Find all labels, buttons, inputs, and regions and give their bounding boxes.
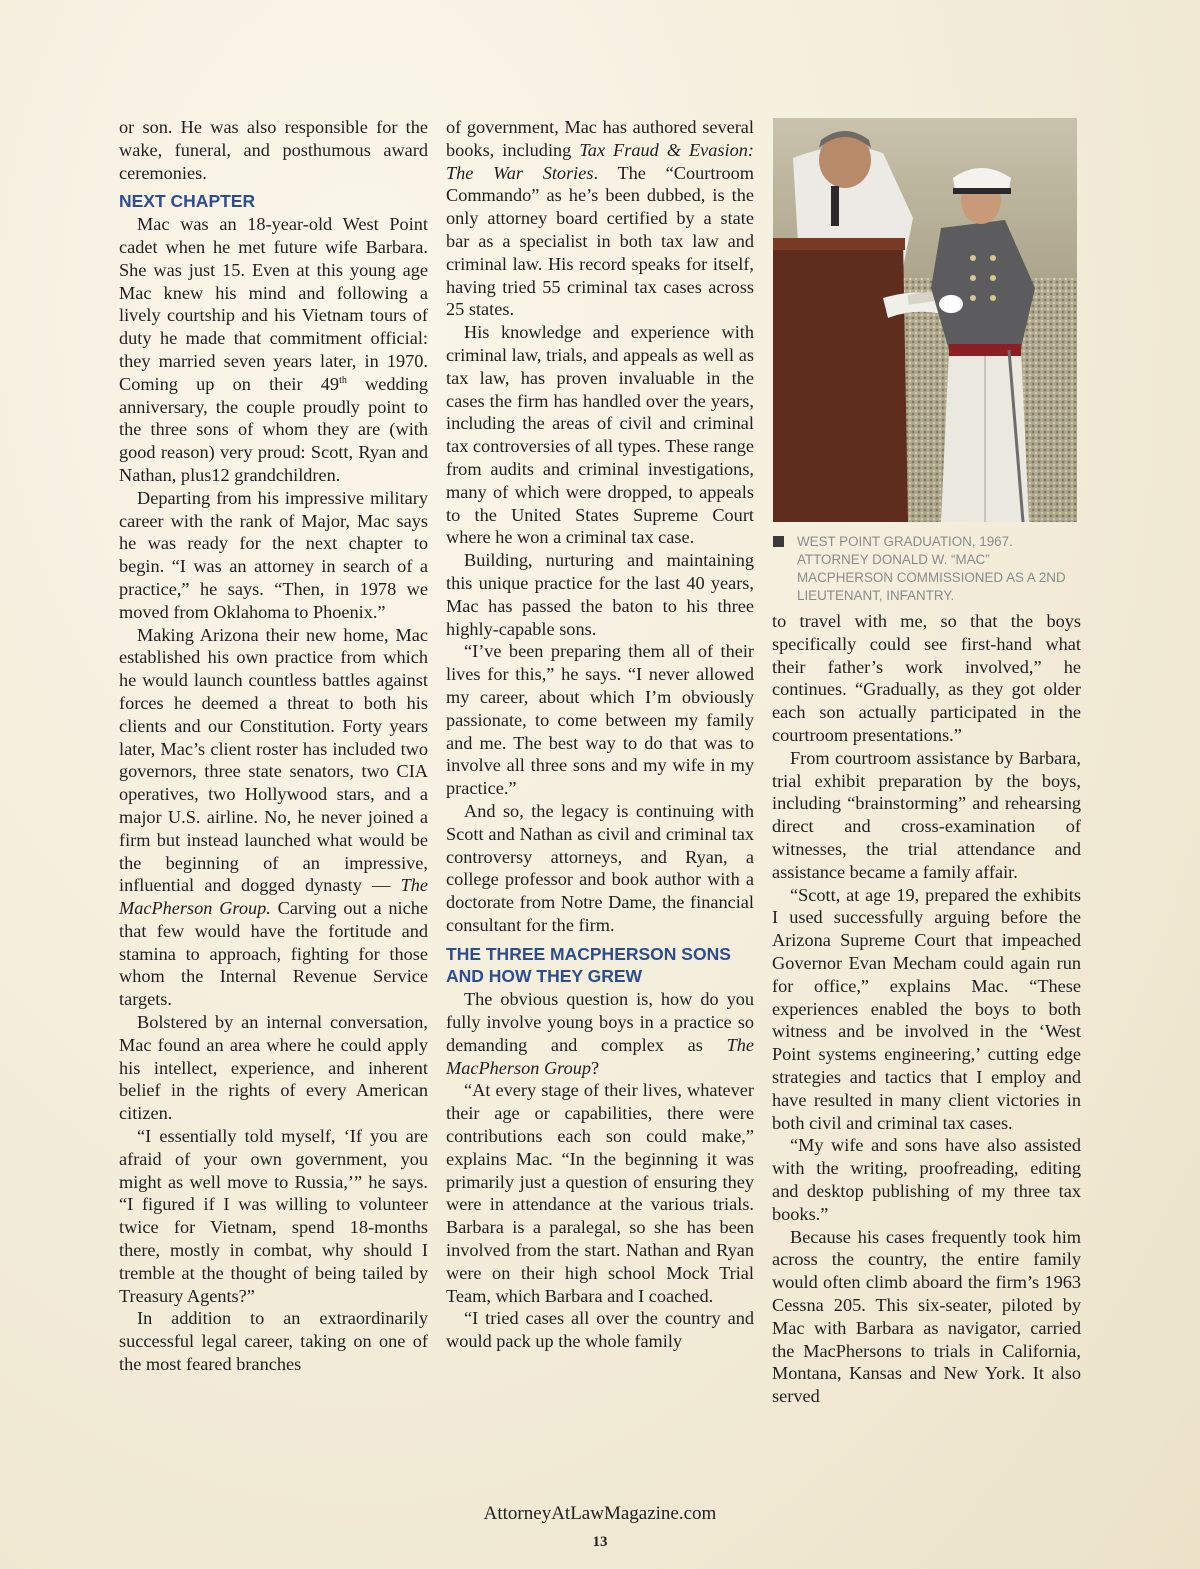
magazine-url[interactable]: AttorneyAtLawMagazine.com (483, 1503, 717, 1524)
paragraph: In addition to an extraordinarily successful legal career, taking on one of the most feared branches (119, 1308, 428, 1375)
paragraph: Because his cases frequently took him across the country, the entire family would often climb aboard the firm’s 1963 Cessna 205. This six-seater, piloted by Mac with Barbara as navigator, carried the MacPhersons to trials in California, Montana, Kansas and New York. It also served (772, 1226, 1081, 1407)
graduation-photo (773, 118, 1077, 522)
paragraph: Building, nurturing and maintaining this unique practice for the last 40 years, Mac has passed the baton to his three highly-capable sons. (446, 550, 754, 639)
paragraph: “I tried cases all over the country and would pack up the whole family (446, 1308, 754, 1352)
article-column-1 (119, 116, 428, 1376)
page-footer (0, 1502, 1200, 1552)
page-number: 13 (592, 1534, 608, 1550)
paragraph: of government, Mac has authored several books, including Tax Fraud & Evasion: The War Stories. The “Courtroom Commando” as he’s been dubbed, is the only attorney board certified by a state bar as a specialist in both tax law and criminal law. His record speaks for itself, having tried 55 criminal tax cases across 25 states. (446, 117, 754, 320)
paragraph: His knowledge and experience with criminal law, trials, and appeals as well as tax law, has proven invaluable in the cases the firm has handled over the years, including the areas of civil and criminal tax controversies of all types. These range from audits and criminal investigations, many of which were dropped, to appeals to the United States Supreme Court where he won a criminal tax case. (446, 322, 754, 548)
article-column-3 (772, 610, 1081, 1408)
paragraph: Mac was an 18-year-old West Point cadet when he met future wife Barbara. She was just 15. Even at this young age Mac knew his mind and following a lively courtship and his Vietnam tours of duty he made that commitment official: they married seven years later, in 1970. Coming up on their 49th wedding anniversary, the couple proudly point to the three sons of whom they are (with good reason) very proud: Scott, Ryan and Nathan, plus12 grandchildren. (119, 214, 429, 485)
paragraph: “Scott, at age 19, prepared the exhibits I used successfully arguing before the Arizona Supreme Court that impeached Governor Evan Mecham could again run for office,” explains Mac. “These experiences enabled the boys to both witness and be involved in the ‘West Point systems engineering,’ cutting edge strategies and tactics that I employ and have resulted in many client victories in both civil and criminal tax cases. (772, 884, 1081, 1133)
paragraph: From courtroom assistance by Barbara, trial exhibit preparation by the boys, including “brainstorming” and rehearsing direct and cross-examination of witnesses, the trial attendance and assistance became a family affair. (772, 747, 1081, 882)
paragraph: The obvious question is, how do you fully involve young boys in a practice so demanding and complex as The MacPherson Group? (446, 989, 754, 1078)
paragraph: “My wife and sons have also assisted with the writing, proofreading, editing and desktop publishing of my three tax books.” (772, 1135, 1081, 1224)
photo-illustration (773, 118, 1077, 522)
paragraph: And so, the legacy is continuing with Scott and Nathan as civil and criminal tax controversy attorneys, and Ryan, a college professor and book author with a doctorate from Notre Dame, the financial consultant for the firm. (446, 800, 754, 935)
paragraph: to travel with me, so that the boys specifically could see first-hand what their father’s work involved,” he continues. “Gradually, as they got older each son actually participated in the courtroom presentations.” (772, 611, 1081, 745)
paragraph: “I essentially told myself, ‘If you are afraid of your own government, you might as well move to Russia,’” he says. “I figured if I was willing to volunteer twice for Vietnam, spend 18-months there, mostly in combat, why should I tremble at the thought of being tailed by Treasury Agents?” (119, 1126, 428, 1306)
caption-text: WEST POINT GRADUATION, 1967. ATTORNEY DONALD W. “MAC” MACPHERSON COMMISSIONED AS A 2ND LIEUTENANT, INFANTRY. (797, 534, 1066, 603)
section-heading-three-sons: THE THREE MACPHERSON SONS AND HOW THEY GREW (446, 943, 731, 987)
paragraph: “At every stage of their lives, whatever their age or capabilities, there were contributions each son could make,” explains Mac. “In the beginning it was primarily just a question of ensuring they were in attendance at the various trials. Barbara is a paralegal, so she has been involved from the start. Nathan and Ryan were on their high school Mock Trial Team, which Barbara and I coached. (446, 1080, 754, 1306)
paragraph: Bolstered by an internal conversation, Mac found an area where he could apply his intellect, experience, and inherent belief in the rights of every American citizen. (119, 1012, 428, 1124)
photo-caption (773, 533, 1073, 605)
caption-bullet-icon (773, 536, 784, 547)
paragraph: Making Arizona their new home, Mac established his own practice from which he would launch countless battles against forces he deemed a threat to both his clients and our Constitution. Forty years later, Mac’s client roster has included two governors, three state senators, two CIA operatives, two Hollywood stars, and a major U.S. airline. No, he never joined a firm but instead launched what would be the beginning of an impressive, influential and dogged dynasty — The MacPherson Group. Carving out a niche that few would have the fortitude and stamina to approach, fighting for those whom the Internal Revenue Service targets. (119, 624, 428, 1010)
paragraph: Departing from his impressive military career with the rank of Major, Mac says he was ready for the next chapter to begin. “I was an attorney in search of a practice,” he says. “Then, in 1978 we moved from Oklahoma to Phoenix.” (119, 487, 428, 622)
paragraph: or son. He was also responsible for the wake, funeral, and posthumous award ceremonies. (119, 117, 428, 183)
article-column-2 (446, 116, 754, 1353)
section-heading-next-chapter: NEXT CHAPTER (119, 191, 256, 212)
paragraph: “I’ve been preparing them all of their lives for this,” he says. “I never allowed my career, about which I’m obviously passionate, to come between my family and me. The best way to do that was to involve all three sons and my wife in my practice.” (446, 641, 754, 799)
